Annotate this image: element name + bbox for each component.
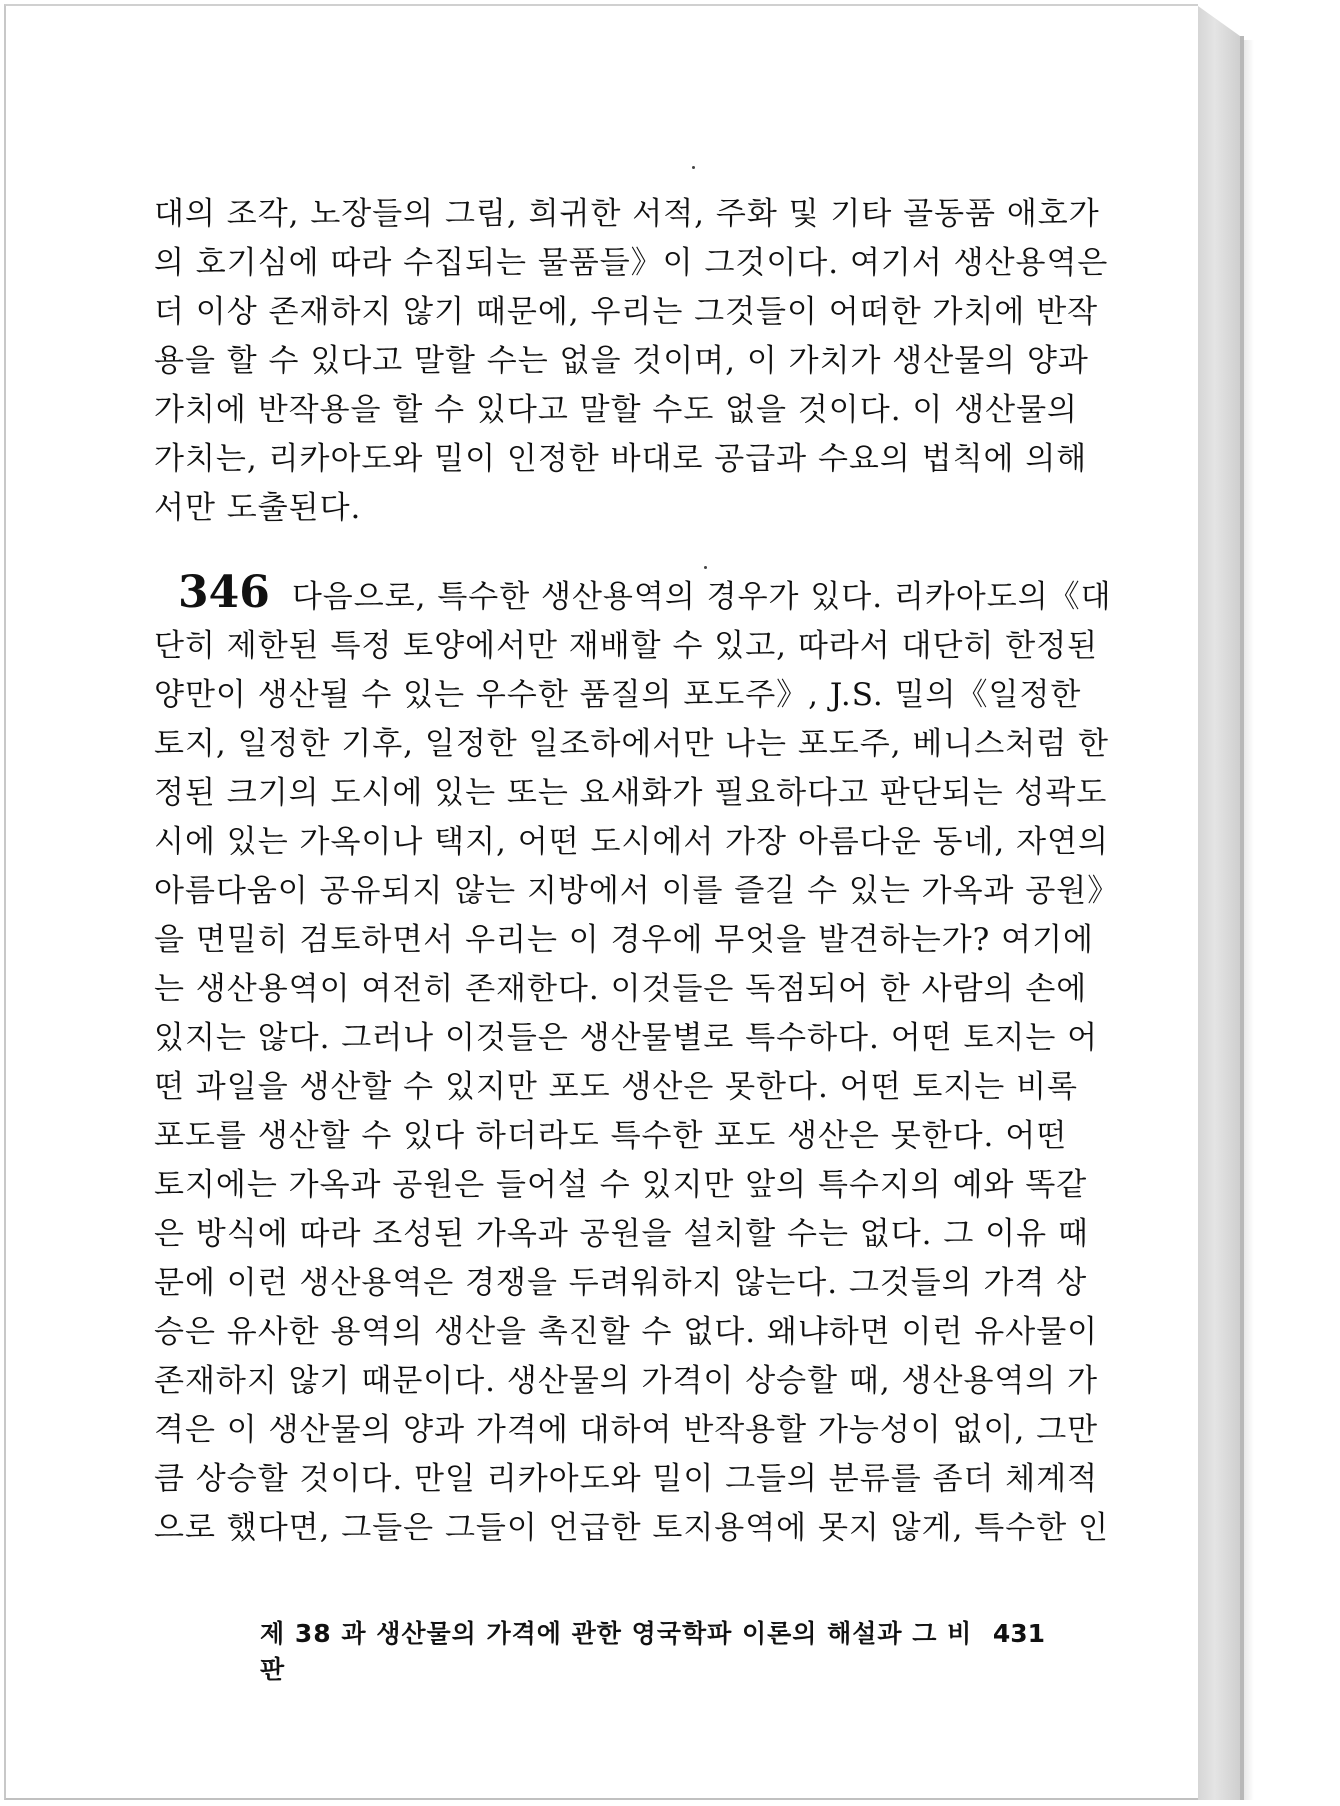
page-shadow (1244, 40, 1254, 1800)
page-edge-stack (1198, 6, 1240, 1800)
text-line: 으로 했다면, 그들은 그들이 언급한 토지용역에 못지 않게, 특수한 인 (154, 1510, 1109, 1546)
section-number: 346 (178, 567, 270, 618)
text-line: 가치에 반작용을 할 수 있다고 말할 수도 없을 것이다. 이 생산물의 (154, 392, 1078, 428)
text-line: 은 방식에 따라 조성된 가옥과 공원을 설치할 수는 없다. 그 이유 때 (154, 1216, 1089, 1252)
text-line: 아름다움이 공유되지 않는 지방에서 이를 즐길 수 있는 가옥과 공원》 (154, 873, 1120, 909)
running-footer (260, 1614, 1045, 1686)
text-line: 을 면밀히 검토하면서 우리는 이 경우에 무엇을 발견하는가? 여기에 (154, 922, 1094, 958)
paragraph-346 (154, 567, 1120, 1553)
text-line: 큼 상승할 것이다. 만일 리카아도와 밀이 그들의 분류를 좀더 체계적 (154, 1461, 1099, 1497)
text-line: 토지에는 가옥과 공원은 들어설 수 있지만 앞의 특수지의 예와 똑같 (154, 1167, 1088, 1203)
text-line: 더 이상 존재하지 않기 때문에, 우리는 그것들이 어떠한 가치에 반작 (154, 294, 1099, 330)
text-line: 용을 할 수 있다고 말할 수는 없을 것이며, 이 가치가 생산물의 양과 (154, 343, 1089, 379)
text-line: 가치는, 리카아도와 밀이 인정한 바대로 공급과 수요의 법칙에 의해 (154, 441, 1088, 477)
running-title: 제 38 과 생산물의 가격에 관한 영국학파 이론의 해설과 그 비판 (260, 1619, 973, 1684)
text-line: 격은 이 생산물의 양과 가격에 대하여 반작용할 가능성이 없이, 그만 (154, 1412, 1099, 1448)
paragraph-first-line (154, 567, 1112, 622)
paragraph-continuation (154, 190, 1109, 533)
text-line: 포도를 생산할 수 있다 하더라도 특수한 포도 생산은 못한다. 어떤 (154, 1118, 1068, 1154)
text-line: 는 생산용역이 여전히 존재한다. 이것들은 독점되어 한 사람의 손에 (154, 971, 1088, 1007)
page-number: 431 (992, 1619, 1045, 1648)
text-line: 의 호기심에 따라 수집되는 물품들》이 그것이다. 여기서 생산용역은 (154, 245, 1109, 281)
text-line: 토지, 일정한 기후, 일정한 일조하에서만 나는 포도주, 베니스처럼 한 (154, 726, 1109, 762)
text-line: 있지는 않다. 그러나 이것들은 생산물별로 특수하다. 어떤 토지는 어 (154, 1020, 1099, 1056)
text-line: 정된 크기의 도시에 있는 또는 요새화가 필요하다고 판단되는 성곽도 (154, 775, 1108, 811)
text-line: 문에 이런 생산용역은 경쟁을 두려워하지 않는다. 그것들의 가격 상 (154, 1265, 1088, 1301)
text-line: 시에 있는 가옥이나 택지, 어떤 도시에서 가장 아름다운 동네, 자연의 (154, 824, 1109, 860)
text-line: 양만이 생산될 수 있는 우수한 품질의 포도주》, J.S. 밀의《일정한 (154, 677, 1082, 713)
text-line: 서만 도출된다. (154, 490, 362, 526)
paragraph-body-lines (154, 622, 1120, 1553)
print-speck (692, 166, 695, 169)
text-line: 대의 조각, 노장들의 그림, 희귀한 서적, 주화 및 기타 골동품 애호가 (154, 196, 1100, 232)
text-line: 떤 과일을 생산할 수 있지만 포도 생산은 못한다. 어떤 토지는 비록 (154, 1069, 1078, 1105)
first-line-text: 다음으로, 특수한 생산용역의 경우가 있다. 리카아도의《대 (291, 579, 1112, 615)
text-line: 존재하지 않기 때문이다. 생산물의 가격이 상승할 때, 생산용역의 가 (154, 1363, 1099, 1399)
text-line: 승은 유사한 용역의 생산을 촉진할 수 없다. 왜냐하면 이런 유사물이 (154, 1314, 1099, 1350)
text-line: 단히 제한된 특정 토양에서만 재배할 수 있고, 따라서 대단히 한정된 (154, 628, 1099, 664)
